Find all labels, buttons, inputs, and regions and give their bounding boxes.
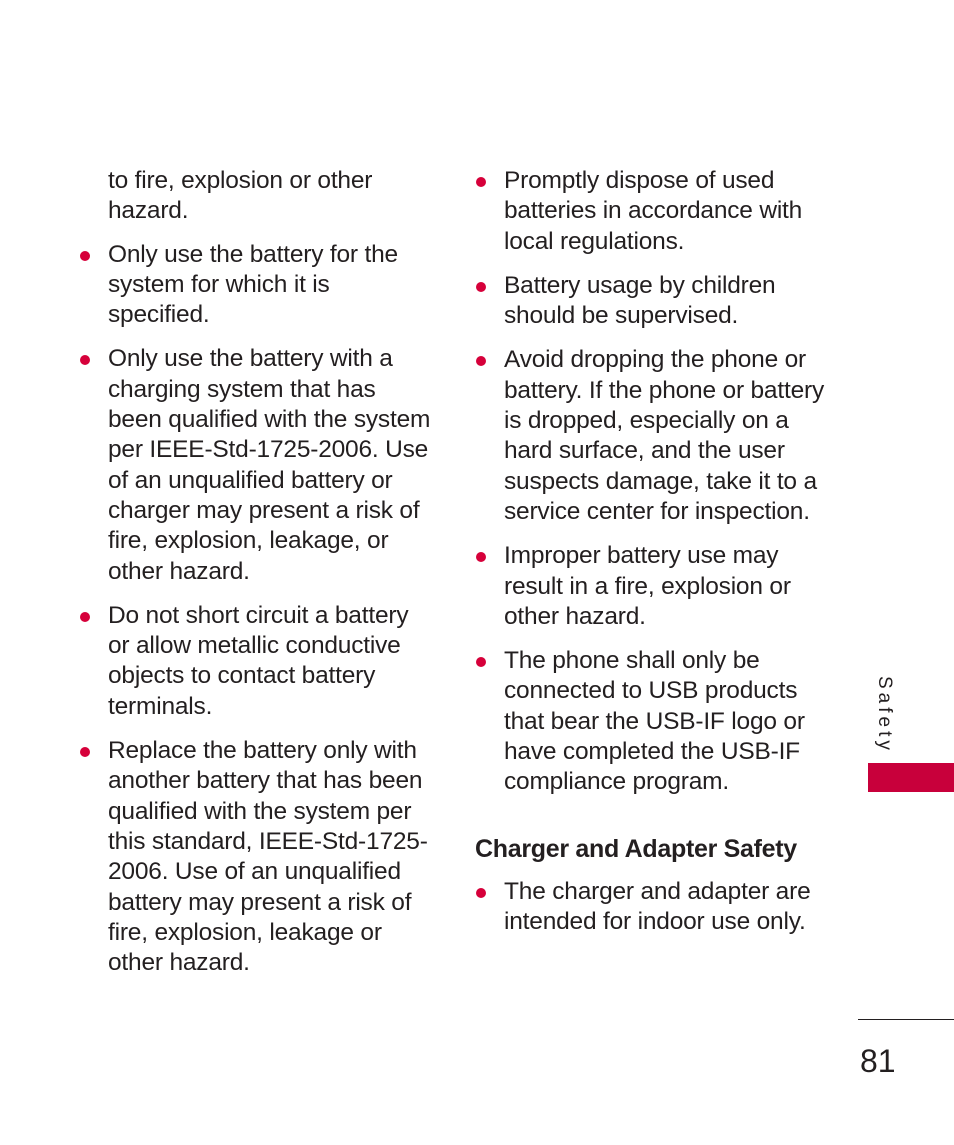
bullet-icon [80, 355, 90, 365]
bullet-icon [476, 356, 486, 366]
side-tab-marker [868, 763, 954, 792]
list-item-text: The phone shall only be connected to USB products that bear the USB-IF logo or have completed the USB-IF compliance program. [504, 647, 805, 796]
list-item [475, 877, 825, 938]
right-column [475, 166, 825, 951]
bullet-icon [476, 552, 486, 562]
list-item-text: Avoid dropping the phone or battery. If the phone or battery is dropped, especially on a hard surface, and the user suspects damage, take it to a service center for inspection. [504, 346, 825, 525]
list-item [79, 240, 434, 331]
continuation-text: to fire, explosion or other hazard. [108, 167, 373, 225]
list-item-text: Promptly dispose of used batteries in accordance with local regulations. [504, 167, 803, 255]
list-item [79, 344, 434, 586]
bullet-icon [476, 282, 486, 292]
list-item-text: Only use the battery with a charging system that has been qualified with the system per IEEE-Std-1725-2006. Use of an unqualified battery or charger may present a risk of fire, explosion, leakage, or other hazard. [108, 345, 431, 585]
list-item [475, 166, 825, 257]
list-item-text: Replace the battery only with another battery that has been qualified with the system per this standard, IEEE-Std-1725-2006. Use of an unqualified battery may present a risk of fire, explosion, leakage or other hazard. [108, 737, 428, 977]
left-bullet-list [79, 240, 434, 979]
charger-bullet-list [475, 877, 825, 938]
list-item [79, 736, 434, 978]
list-item [475, 646, 825, 797]
list-item-text: Do not short circuit a battery or allow metallic conductive objects to contact battery terminals. [108, 601, 409, 720]
list-item [475, 345, 825, 527]
bullet-icon [80, 612, 90, 622]
list-item [79, 601, 434, 722]
section-heading: Charger and Adapter Safety [475, 834, 797, 863]
bullet-icon [476, 177, 486, 187]
bullet-icon [476, 657, 486, 667]
bullet-icon [476, 888, 486, 898]
left-column [79, 166, 434, 992]
list-item-text: Improper battery use may result in a fire, explosion or other hazard. [504, 542, 791, 630]
list-item-text: Battery usage by children should be supervised. [504, 271, 776, 330]
bullet-icon [80, 251, 90, 261]
list-item-text: Only use the battery for the system for which it is specified. [108, 240, 398, 329]
bullet-icon [80, 747, 90, 757]
side-tab-label: Safety [874, 676, 895, 754]
right-bullet-list [475, 166, 825, 798]
list-item [475, 271, 825, 332]
footer-rule [858, 1019, 954, 1020]
list-item [475, 541, 825, 632]
page-number: 81 [860, 1043, 896, 1079]
list-item-text: The charger and adapter are intended for indoor use only. [504, 877, 811, 935]
